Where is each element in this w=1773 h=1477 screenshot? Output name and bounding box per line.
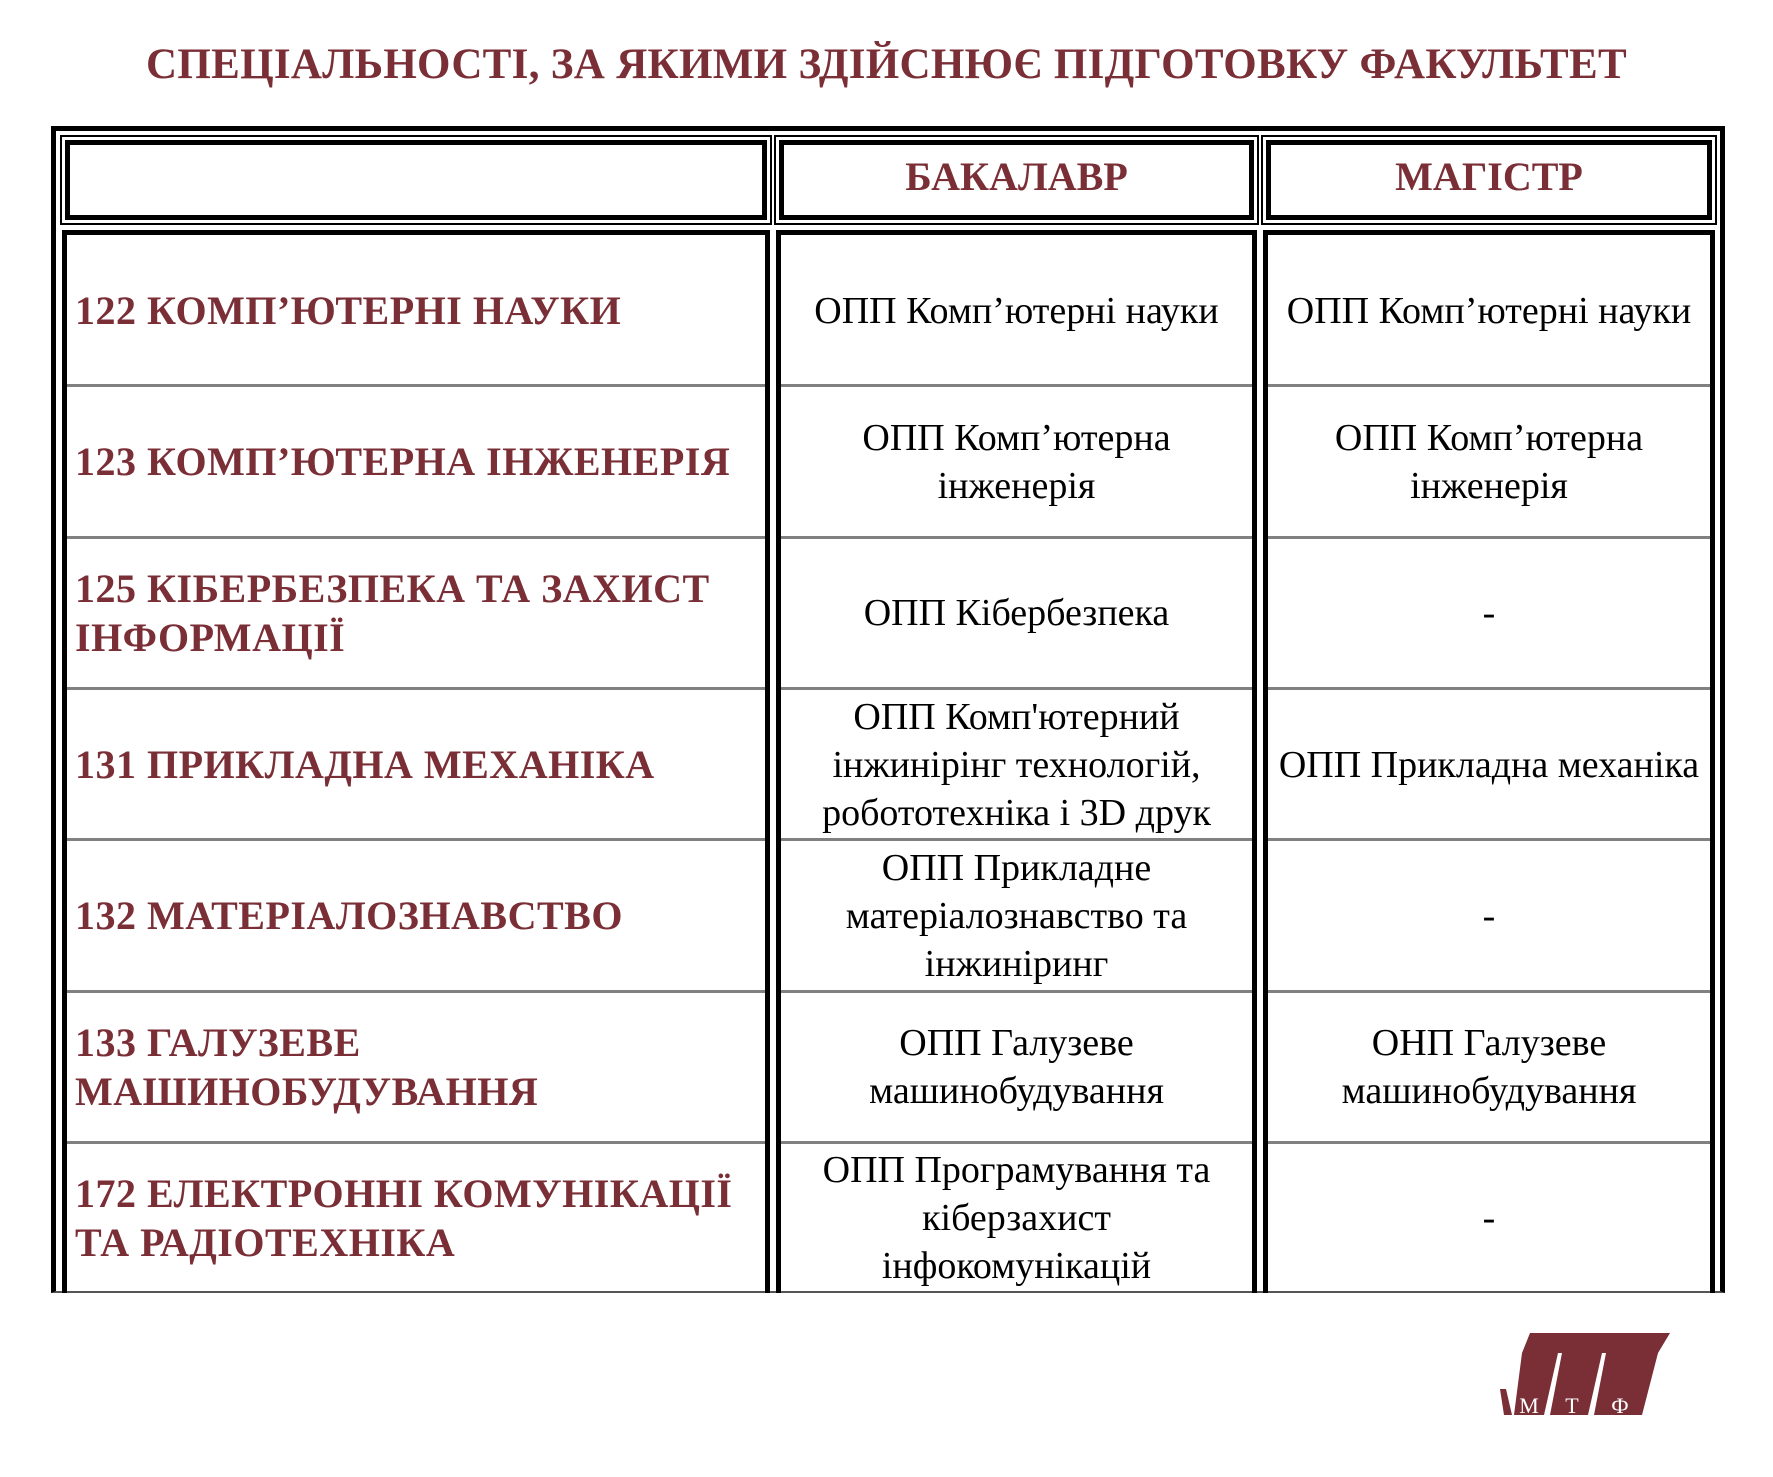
row-master: ОПП Комп’ютерні науки (1286, 289, 1692, 332)
row-specialty: 131 ПРИКЛАДНА МЕХАНІКА (75, 742, 655, 788)
page-title: СПЕЦІАЛЬНОСТІ, ЗА ЯКИМИ ЗДІЙСНЮЄ ПІДГОТОВКУ ФАКУЛЬТЕТ (146, 41, 1627, 88)
row-bachelor: ОПП Прикладне матеріалознавство та інжиніринг (845, 846, 1188, 985)
row-specialty: 123 КОМП’ЮТЕРНА ІНЖЕНЕРІЯ (75, 439, 731, 485)
row-bachelor: ОПП Комп'ютерний інжинірінг технологій, робототехніка і 3D друк (822, 695, 1211, 834)
row-master: ОНП Галузеве машинобудування (1341, 1022, 1637, 1113)
faculty-logo (1500, 1333, 1670, 1415)
row-specialty: 125 КІБЕРБЕЗПЕКА ТА ЗАХИСТ ІНФОРМАЦІЇ (75, 566, 710, 661)
row-specialty: 133 ГАЛУЗЕВЕ МАШИНОБУДУВАННЯ (75, 1020, 539, 1115)
row-master: - (1482, 1197, 1496, 1240)
header-specialty-cell (65, 140, 767, 220)
row-bachelor: ОПП Кібербезпека (863, 592, 1170, 635)
row-specialty: 122 КОМП’ЮТЕРНІ НАУКИ (75, 288, 622, 334)
header-bachelor-cell (779, 140, 1254, 220)
row-bachelor: ОПП Комп’ютерні науки (814, 289, 1219, 332)
logo-letter-t: Т (1565, 1393, 1579, 1415)
row-master: ОПП Прикладна механіка (1278, 743, 1700, 786)
logo-letter-m: М (1519, 1393, 1539, 1415)
row-master: ОПП Комп’ютерна інженерія (1334, 416, 1644, 507)
row-master: - (1482, 894, 1496, 937)
row-bachelor: ОПП Комп’ютерна інженерія (862, 416, 1171, 507)
row-specialty: 172 ЕЛЕКТРОННІ КОМУНІКАЦІЇ ТА РАДІОТЕХНІКА (75, 1171, 733, 1266)
row-master: - (1482, 592, 1496, 635)
header-master-cell (1266, 140, 1712, 220)
row-specialty: 132 МАТЕРІАЛОЗНАВСТВО (75, 893, 623, 939)
row-bachelor: ОПП Програмування та кіберзахист інфокомунікацій (822, 1149, 1211, 1288)
header-bachelor: БАКАЛАВР (905, 154, 1128, 199)
logo-letter-f: Ф (1611, 1393, 1629, 1415)
row-bachelor: ОПП Галузеве машинобудування (869, 1022, 1164, 1113)
header-master: МАГІСТР (1395, 154, 1583, 199)
